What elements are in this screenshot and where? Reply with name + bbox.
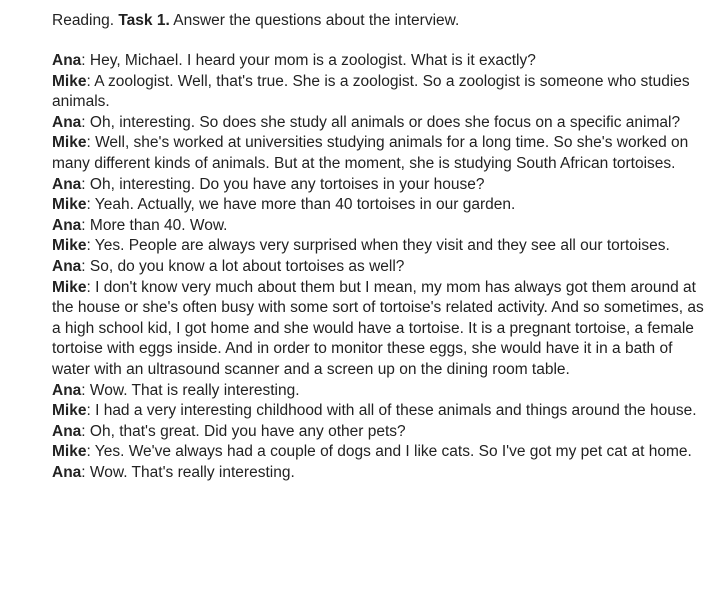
dialogue-text: : Oh, that's great. Did you have any other pets? [81,422,406,440]
speaker-name: Ana [52,422,82,440]
dialogue-text: : Well, she's worked at universities studying animals for a long time. So she's worked on many different kinds of animals. But at the moment, she is studying South African tortoises. [52,134,689,172]
dialogue-line [52,175,704,196]
dialogue-line [52,442,704,463]
dialogue-text: : A zoologist. Well, that's true. She is a zoologist. So a zoologist is someone who studies animals. [52,72,690,111]
dialogue-line [52,278,704,381]
speaker-name: Mike [52,134,87,152]
dialogue-line [52,113,704,134]
speaker-name: Ana [52,52,82,69]
speaker-name: Ana [52,257,82,275]
speaker-name: Mike [52,402,87,420]
task-instruction: Answer the questions about the interview. [173,12,460,29]
dialogue-text: : I don't know very much about them but I mean, my mom has always got them around at the house or she's often busy with some sort of tortoise's related activity. And so sometimes, as a high school kid, I got home and she would have a tortoise. It is a pregnant tortoise, a female tortoise with eggs inside. And in order to monitor these eggs, she would have it in a bath of water with an ultrasound scanner and a screen up on the dining room table. [52,278,704,378]
speaker-name: Mike [52,196,87,214]
interview-dialogue [52,51,704,483]
dialogue-text: : Hey, Michael. I heard your mom is a zoologist. What is it exactly? [81,52,536,69]
speaker-name: Ana [52,216,82,234]
dialogue-text: : Yeah. Actually, we have more than 40 tortoises in our garden. [86,196,516,214]
speaker-name: Ana [52,175,82,193]
heading-prefix: Reading. [52,12,115,29]
speaker-name: Ana [52,463,82,481]
speaker-name: Mike [52,443,87,461]
dialogue-text: : So, do you know a lot about tortoises as well? [81,257,405,275]
dialogue-text: : Oh, interesting. So does she study all animals or does she focus on a specific animal? [81,113,681,131]
document-page [52,10,704,483]
speaker-name: Mike [52,237,87,255]
task-heading [52,10,704,31]
dialogue-text: : I had a very interesting childhood with all of these animals and things around the house. [86,402,697,420]
dialogue-line [52,401,704,422]
dialogue-line [52,257,704,278]
speaker-name: Ana [52,381,82,399]
dialogue-line [52,381,704,402]
dialogue-line [52,463,704,484]
speaker-name: Mike [52,278,87,296]
dialogue-text: : Oh, interesting. Do you have any tortoises in your house? [81,175,485,193]
dialogue-line [52,422,704,443]
dialogue-line [52,133,704,174]
task-label: Task 1. [118,12,170,29]
dialogue-text: : Wow. That's really interesting. [81,463,295,481]
dialogue-text: : Wow. That is really interesting. [81,381,300,399]
speaker-name: Ana [52,113,82,131]
dialogue-line [52,236,704,257]
dialogue-line [52,51,704,72]
dialogue-text: : Yes. We've always had a couple of dogs and I like cats. So I've got my pet cat at home. [86,443,692,461]
dialogue-text: : Yes. People are always very surprised when they visit and they see all our tortoises. [86,237,670,255]
dialogue-text: : More than 40. Wow. [81,216,228,234]
dialogue-line [52,216,704,237]
speaker-name: Mike [52,72,87,90]
dialogue-line [52,195,704,216]
dialogue-line [52,72,704,113]
